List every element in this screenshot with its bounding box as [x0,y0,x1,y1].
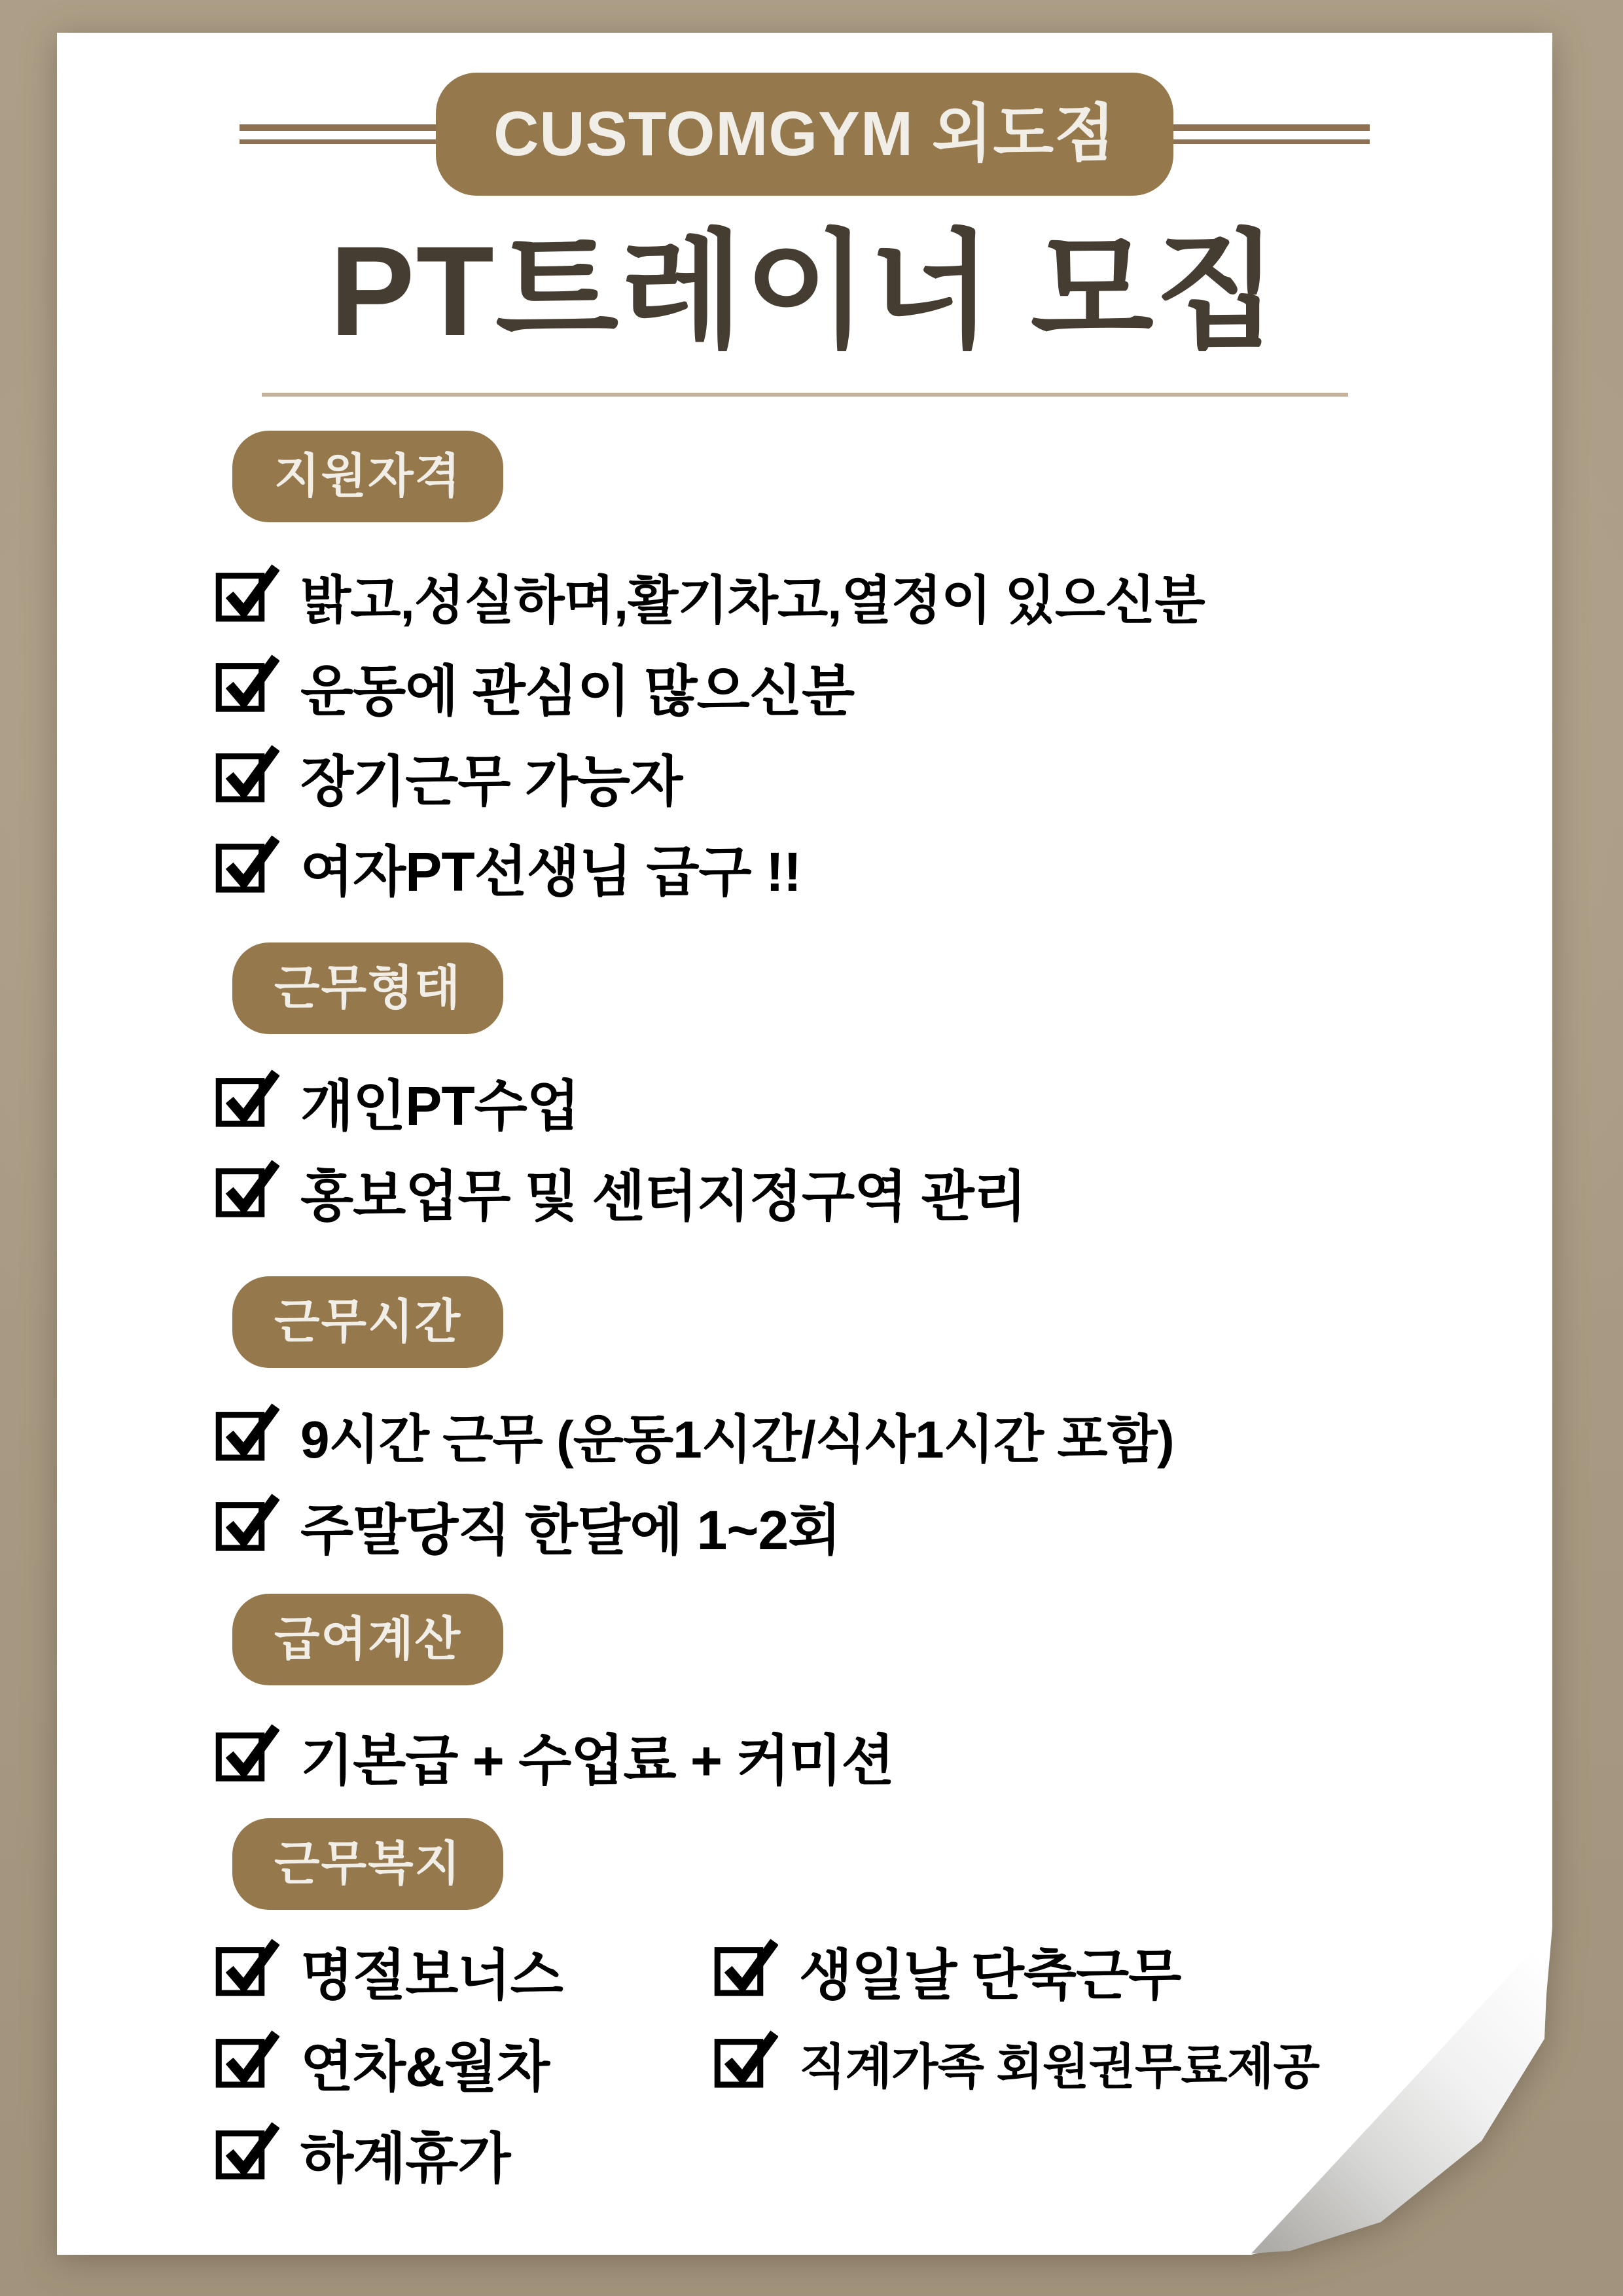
list-item [214,568,1552,634]
section-benefits [214,1818,1552,2191]
section-qualifications [214,431,1552,905]
title-divider [262,393,1348,397]
list-item-text: 밝고,성실하며,활기차고,열정이 있으신분 [300,571,1205,630]
brand-badge: CUSTOMGYM 외도점 [436,73,1173,196]
list-item-text: 장기근무 가능자 [300,751,683,812]
list-item [713,1943,1181,2008]
list-item [713,2034,1319,2100]
list-item [214,2126,713,2191]
section-salary [214,1594,1552,1793]
checked-checkbox-icon [214,651,279,719]
list-item-text: 운동에 관심이 많으신분 [300,660,855,722]
checked-checkbox-icon [214,1066,279,1134]
list-item [214,1943,713,2008]
benefits-row [214,1943,1552,2008]
list-item-text: 개인PT수업 [300,1075,579,1137]
left-double-rule [240,124,436,144]
list-item [214,1164,1552,1229]
brand-row [57,69,1552,200]
checked-checkbox-icon [214,2026,279,2095]
list-item [214,1498,1552,1563]
benefits-row [214,2034,1552,2100]
list-item-text: 직계가족 회원권무료제공 [799,2039,1319,2094]
list-item-text: 하계휴가 [300,2128,510,2189]
list-item-text: 생일날 단축근무 [799,1945,1181,2006]
list-item-text: 여자PT선생님 급구 !! [300,841,801,903]
checked-checkbox-icon [214,1399,279,1468]
section-badge-salary: 급여계산 [232,1594,503,1685]
list-item-text: 9시간 근무 (운동1시간/식사1시간 포함) [300,1410,1174,1469]
list-item [214,1407,1552,1473]
checked-checkbox-icon [214,831,279,900]
section-badge-work-hours: 근무시간 [232,1276,503,1368]
checked-checkbox-icon [214,1720,279,1789]
list-item [214,658,1552,724]
list-item [214,1728,1552,1793]
list-item [214,839,1552,905]
page-title: PT트레이너 모집 [329,220,1280,363]
list-item-text: 주말당직 한달에 1~2회 [300,1499,841,1561]
list-item [214,749,1552,814]
section-badge-work-type: 근무형태 [232,942,503,1034]
checked-checkbox-icon [214,1935,279,2003]
list-item-text: 기본급 + 수업료 + 커미션 [300,1730,894,1791]
list-item-text: 명절보너스 [300,1945,563,2006]
checked-checkbox-icon [214,1156,279,1225]
checked-checkbox-icon [713,2026,778,2095]
list-item [214,1073,1552,1139]
list-item [214,2034,713,2100]
poster-content [57,33,1552,2255]
poster-sheet [57,33,1552,2255]
checked-checkbox-icon [214,2118,279,2187]
section-badge-qualifications: 지원자격 [232,431,503,522]
checked-checkbox-icon [214,560,279,629]
list-item-text: 홍보업무 및 센터지정구역 관리 [300,1166,1026,1227]
list-item-text: 연차&월차 [300,2036,550,2098]
section-work-hours [214,1276,1552,1563]
section-badge-benefits: 근무복지 [232,1818,503,1910]
right-double-rule [1173,124,1370,144]
section-work-type [214,942,1552,1229]
checked-checkbox-icon [214,1490,279,1558]
checked-checkbox-icon [713,1935,778,2003]
checked-checkbox-icon [214,741,279,810]
